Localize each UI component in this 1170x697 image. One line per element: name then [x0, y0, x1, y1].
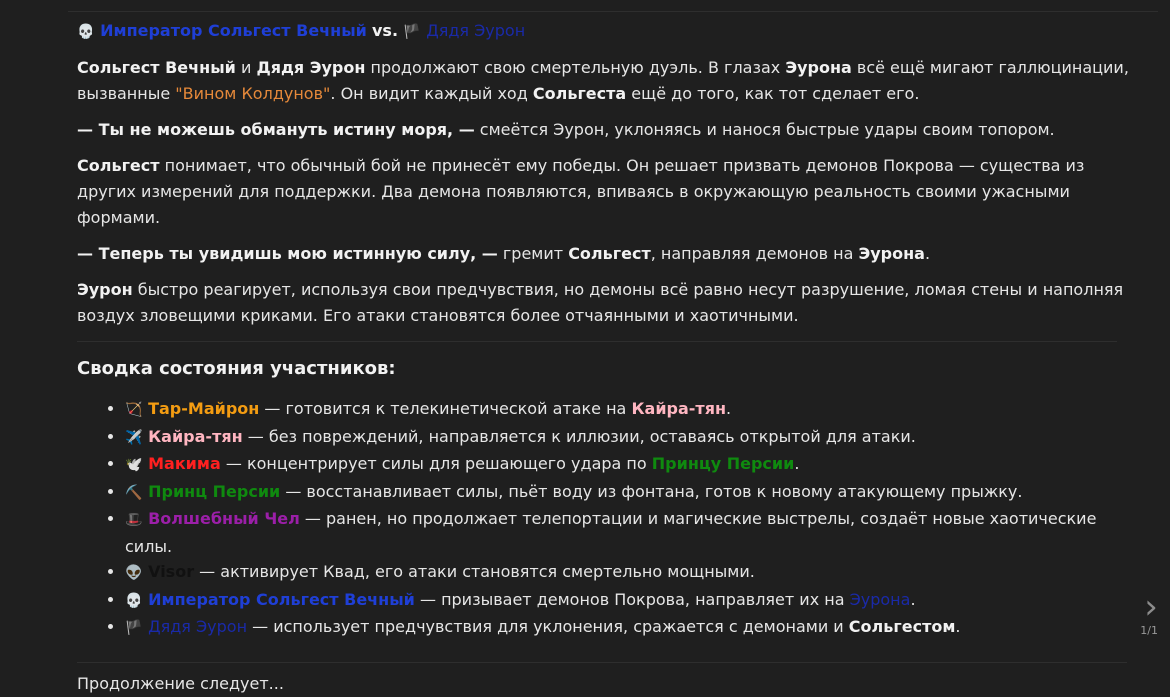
status-text: — призывает демонов Покрова, направляет их на — [414, 589, 850, 609]
status-text: — использует предчувствия для уклонения, сражается с демонами и — [247, 617, 849, 636]
pirate-flag-icon: 🏴 — [403, 24, 421, 40]
status-text: — концентрирует силы для решающего удара по — [220, 454, 652, 473]
participant-name: Тар-Майрон — [148, 399, 260, 418]
target-name: Эурона — [849, 589, 911, 609]
player1-name: Император Сольгест Вечный — [100, 21, 367, 40]
bold-text: — Теперь ты увидишь мою истинную силу, — — [77, 244, 498, 263]
participant-name: Visor — [148, 562, 195, 581]
text: . — [726, 399, 732, 418]
dove-icon: 🕊️ — [125, 457, 143, 473]
story-paragraph-4 — [77, 241, 1137, 267]
bold-text: — Ты не можешь обмануть истину моря, — — [77, 120, 475, 139]
chevron-right-icon[interactable]: › — [1144, 587, 1158, 627]
text: всё ещё мигают галлюцинации, вызванные — [77, 58, 1129, 103]
participant-name: Макима — [148, 454, 221, 473]
bow-icon: 🏹 — [125, 402, 143, 418]
target-name: Кайра-тян — [631, 399, 727, 418]
bold-text: Эурона — [858, 244, 925, 263]
alien-icon: 👽 — [125, 565, 143, 581]
message-content — [77, 18, 1137, 697]
list-item — [125, 559, 1137, 587]
text: продолжают свою смертельную дуэль. В глазах — [365, 58, 786, 77]
text: . — [910, 589, 916, 609]
participant-name: Император Сольгест Вечный — [148, 589, 415, 609]
continuation-note: Продолжение следует... — [77, 662, 1127, 697]
status-text: — без повреждений, направляется к иллюзии, оставаясь открытой для атаки. — [242, 426, 916, 446]
text: и — [235, 58, 257, 77]
text: , направляя демонов на — [650, 244, 859, 263]
list-item — [125, 396, 1137, 424]
bold-text: Эурон — [77, 280, 133, 299]
bold-text: Сольгеста — [532, 84, 627, 103]
top-divider — [68, 11, 1158, 12]
text: . — [955, 617, 961, 636]
bold-text: Сольгест — [77, 156, 160, 175]
list-item — [125, 506, 1137, 559]
text: смеётся Эурон, уклоняясь и нанося быстрые удары своим топором. — [474, 120, 1055, 139]
status-text: — ранен, но продолжает телепортации и магические выстрелы, создаёт новые хаотические силы. — [125, 509, 1097, 556]
text: . Он видит каждый ход — [330, 84, 533, 103]
participant-name: Волшебный Чел — [148, 509, 300, 528]
participant-name: Дядя Эурон — [148, 617, 248, 636]
list-item — [125, 587, 1137, 615]
list-item — [125, 479, 1137, 507]
story-paragraph-3 — [77, 153, 1137, 231]
page-counter: 1/1 — [1140, 624, 1158, 637]
story-paragraph-5 — [77, 277, 1137, 329]
top-hat-icon: 🎩 — [125, 512, 143, 528]
text: быстро реагирует, используя свои предчувствия, но демоны всё равно несут разрушение, ломая стены и наполняя воздух зловещими криками. Его атаки становятся более отчаянными и хаотичными. — [77, 280, 1124, 325]
status-text: — готовится к телекинетической атаке на — [259, 399, 632, 418]
summary-title: Сводка состояния участников: — [77, 358, 396, 379]
status-text: — активирует Квад, его атаки становятся смертельно мощными. — [194, 562, 755, 581]
bold-text: Дядя Эурон — [256, 58, 366, 77]
participant-name: Принц Персии — [148, 481, 281, 501]
highlight-text: "Вином Колдунов" — [175, 84, 331, 103]
text: понимает, что обычный бой не принесёт ему победы. Он решает призвать демонов Покрова — существа из других измерений для поддержки. Два демона появляются, впиваясь в окружающую реальность своими ужасными формами. — [77, 156, 1085, 227]
bold-text: Сольгест Вечный — [77, 58, 236, 77]
airplane-icon: ✈️ — [125, 429, 143, 446]
pickaxe-icon: ⛏️ — [125, 484, 143, 501]
skull-icon: 💀 — [125, 592, 143, 609]
participant-name: Кайра-тян — [148, 426, 243, 446]
list-item — [125, 424, 1137, 452]
target-name: Сольгестом — [848, 617, 956, 636]
status-text: — восстанавливает силы, пьёт воду из фонтана, готов к новому атакующему прыжку. — [280, 481, 1023, 501]
pirate-flag-icon: 🏴 — [125, 620, 143, 636]
text: . — [794, 454, 800, 473]
bold-text: Сольгест — [568, 244, 651, 263]
list-item — [125, 614, 1137, 642]
list-item — [125, 451, 1137, 479]
text: ещё до того, как тот сделает его. — [626, 84, 920, 103]
story-paragraph-1 — [77, 55, 1137, 107]
duel-header — [77, 18, 1137, 45]
skull-icon: 💀 — [77, 24, 95, 40]
section-divider — [77, 341, 1117, 342]
story-paragraph-2 — [77, 117, 1137, 143]
text: гремит — [497, 244, 569, 263]
vs-label: vs. — [371, 21, 399, 40]
participant-list — [77, 396, 1137, 642]
text: . — [924, 244, 931, 263]
target-name: Принцу Персии — [651, 454, 795, 473]
bold-text: Эурона — [785, 58, 852, 77]
player2-name: Дядя Эурон — [426, 21, 526, 40]
